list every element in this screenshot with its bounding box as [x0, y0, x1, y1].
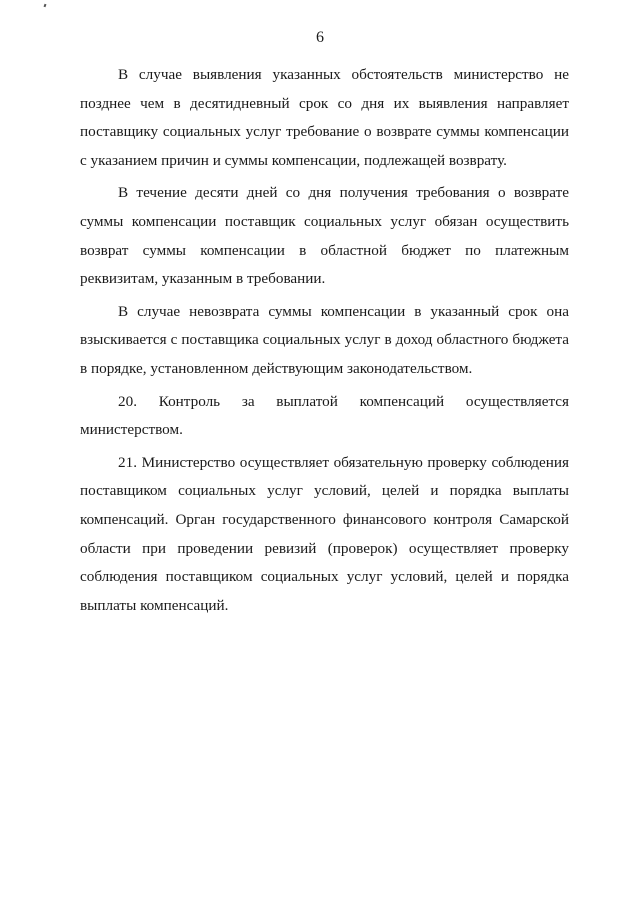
document-body — [80, 61, 569, 620]
paragraph-non-return-recovery: В случае невозврата суммы компенсации в указанный срок она взыскивается с поставщика социальных услуг в доход областного бюджета в порядке, установленном действующим законодательством. — [80, 302, 569, 377]
page-number: 6 — [316, 29, 324, 46]
paragraph-item-21-inspection: 21. Министерство осуществляет обязательную проверку соблюдения поставщиком социальных услуг условий, целей и порядка выплаты компенсаций. Орган государственного финансового контроля Самарской области при проведении ревизий (проверок) осуществляет проверку соблюдения поставщиком социальных услуг условий, целей и порядка выплаты компенсаций. — [80, 453, 569, 614]
scan-mark — [44, 4, 47, 8]
paragraph-compensation-return-demand: В случае выявления указанных обстоятельств министерство не позднее чем в десятидневный срок со дня их выявления направляет поставщику социальных услуг требование о возврате суммы компенсации с указанием причин и суммы компенсации, подлежащей возврату. — [80, 66, 569, 169]
paragraph-item-20-control: 20. Контроль за выплатой компенсаций осуществляется министерством. — [80, 392, 569, 439]
paragraph-return-deadline: В течение десяти дней со дня получения требования о возврате суммы компенсации поставщик социальных услуг обязан осуществить возврат суммы компенсации в областной бюджет по платежным реквизитам, указанным в требовании. — [80, 184, 569, 288]
